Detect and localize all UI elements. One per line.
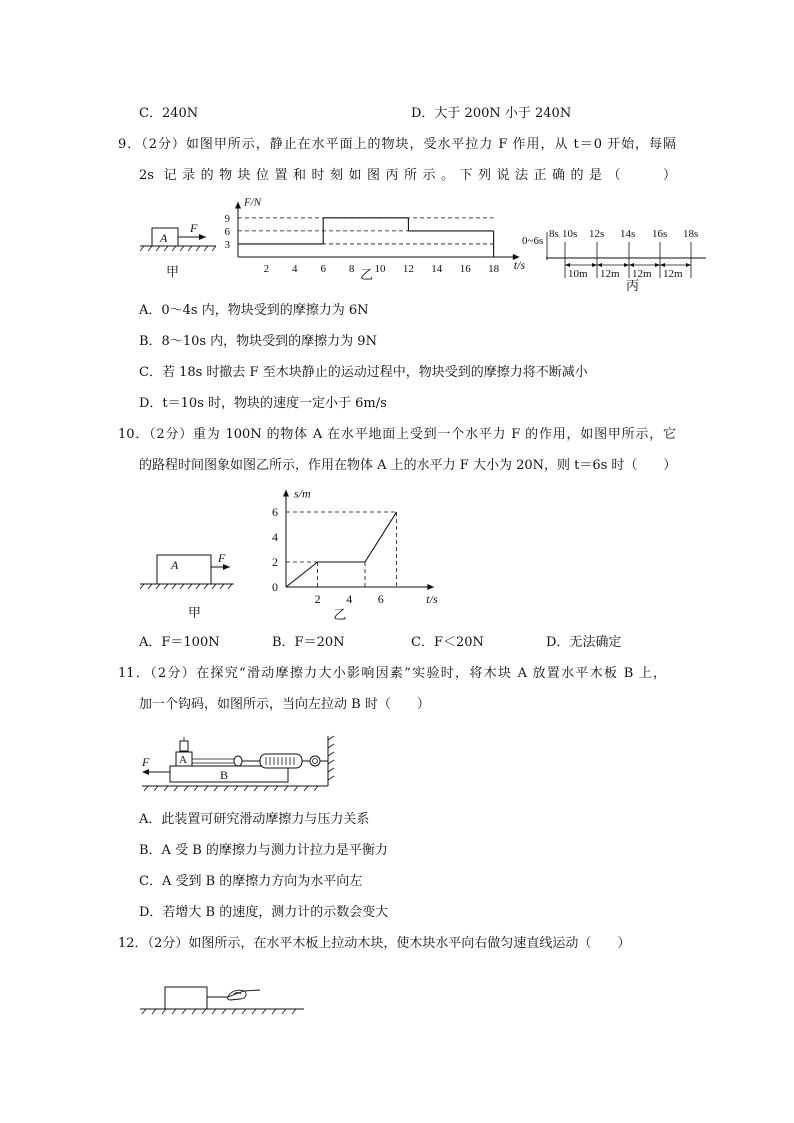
x-axis-label: t/s [513, 258, 526, 272]
q10-option-a: A．F＝100N [139, 635, 220, 650]
q11-stem-line1: 11．（2分）在探究“滑动摩擦力大小影响因素”实验时，将木块 A 放置水平木板 B 上， [118, 666, 666, 681]
distance-12m-2: 12m [632, 268, 652, 280]
y-tick-label-9: 9 [224, 212, 230, 225]
x-tick-label-6: 6 [320, 263, 326, 275]
force-label: F [142, 755, 150, 769]
distance-10m: 10m [568, 268, 588, 280]
chart-caption: 乙 [333, 607, 347, 622]
force-label: F [218, 551, 226, 565]
x-tick-label-4: 4 [346, 592, 353, 606]
q8-option-c: C．240N [139, 106, 199, 121]
block-label: A [179, 754, 187, 766]
q11-option-c: C．A 受到 B 的摩擦力方向为水平向左 [139, 874, 363, 889]
figure-caption: 甲 [166, 264, 180, 279]
label-8s: 8s [549, 228, 559, 240]
y-axis-label: F/N [244, 196, 262, 209]
y-tick-label-6: 6 [224, 225, 230, 238]
hook-weight [180, 741, 188, 751]
x-tick-label-8: 8 [348, 263, 355, 275]
board-label: B [220, 768, 229, 782]
y-tick-label-3: 3 [224, 238, 230, 251]
figure-caption: 甲 [188, 605, 202, 620]
x-tick-label-16: 16 [459, 263, 471, 275]
distance-12m-3: 12m [663, 268, 683, 280]
force-label: F [190, 221, 198, 235]
y-tick-label-4: 4 [272, 530, 278, 544]
x-axis-arrow [427, 584, 434, 590]
q11-option-a: A．此装置可研究滑动摩擦力与压力关系 [139, 812, 370, 827]
x-tick-label-4: 4 [292, 263, 298, 275]
q9-option-c: C．若 18s 时撤去 F 至木块静止的运动过程中，物块受到的摩擦力将不断减小 [139, 365, 588, 380]
chart-caption: 乙 [360, 267, 374, 282]
y-tick-label-6: 6 [272, 505, 278, 519]
y-axis-label: s/m [294, 486, 311, 501]
q11-figure [138, 732, 338, 794]
q9-stem-line1: 9．（2分）如图甲所示，静止在水平面上的物块，受水平拉力 F 作用，从 t＝0 开始，每隔 [118, 137, 676, 152]
hand-icon [228, 990, 260, 1000]
figure-caption: 丙 [626, 278, 640, 293]
y-axis-arrow [283, 490, 289, 497]
x-tick-label-6: 6 [377, 592, 384, 606]
wooden-block [165, 987, 207, 1009]
x-tick-label-14: 14 [431, 263, 443, 275]
label-16s: 16s [652, 228, 668, 240]
block-label: A [160, 231, 168, 245]
q9-option-b: B．8～10s 内，物块受到的摩擦力为 9N [139, 334, 377, 349]
distance-12m-1: 12m [600, 268, 620, 280]
q8-option-d: D．大于 200N 小于 240N [411, 106, 572, 121]
label-18s: 18s [683, 228, 699, 240]
q9-option-d: D．t＝10s 时，物块的速度一定小于 6m/s [139, 396, 387, 411]
q11-option-b: B．A 受 B 的摩擦力与测力计拉力是平衡力 [139, 843, 388, 858]
x-axis-label: t/s [426, 592, 438, 606]
q10-option-b: B．F＝20N [272, 635, 345, 650]
q10-option-c: C．F＜20N [411, 635, 484, 650]
q9-option-a: A．0～4s 内，物块受到的摩擦力为 6N [139, 303, 369, 318]
q11-option-d: D．若增大 B 的速度，测力计的示数会变大 [139, 905, 389, 920]
x-tick-label-2: 2 [263, 263, 270, 275]
label-14s: 14s [620, 228, 636, 240]
q10-stem-line2: 的路程时间图象如图乙所示，作用在物体 A 上的水平力 F 大小为 20N，则 t＝6s 时（ ） [139, 458, 677, 473]
q11-stem-line2: 加一个钩码，如图所示，当向左拉动 B 时（ ） [139, 697, 430, 712]
q10-option-d: D．无法确定 [546, 635, 622, 650]
x-tick-label-10: 10 [374, 263, 386, 275]
label-10s: 10s [562, 228, 578, 240]
series-segment-2 [365, 512, 397, 562]
block-label: A [171, 558, 179, 572]
y-tick-label-2: 2 [272, 555, 278, 569]
q12-figure [138, 980, 308, 1020]
x-tick-label-12: 12 [402, 263, 414, 275]
label-12s: 12s [589, 228, 605, 240]
label-0-6s: 0~6s [522, 235, 544, 247]
q10-stem-line1: 10．（2分）重为 100N 的物体 A 在水平地面上受到一个水平力 F 的作用，如图甲所示，它 [118, 427, 676, 442]
q9-stem-line2: 2s 记录的物块位置和时刻如图丙所示。下列说法正确的是（ ） [139, 168, 676, 183]
series-segment-0 [286, 562, 318, 587]
q12-stem-line1: 12．（2分）如图所示，在水平木板上拉动木块，使木块水平向右做匀速直线运动（ ） [118, 936, 631, 951]
origin-label: 0 [272, 580, 278, 594]
scale-knob [234, 756, 242, 766]
x-tick-label-18: 18 [488, 263, 500, 275]
x-tick-label-2: 2 [314, 592, 321, 606]
